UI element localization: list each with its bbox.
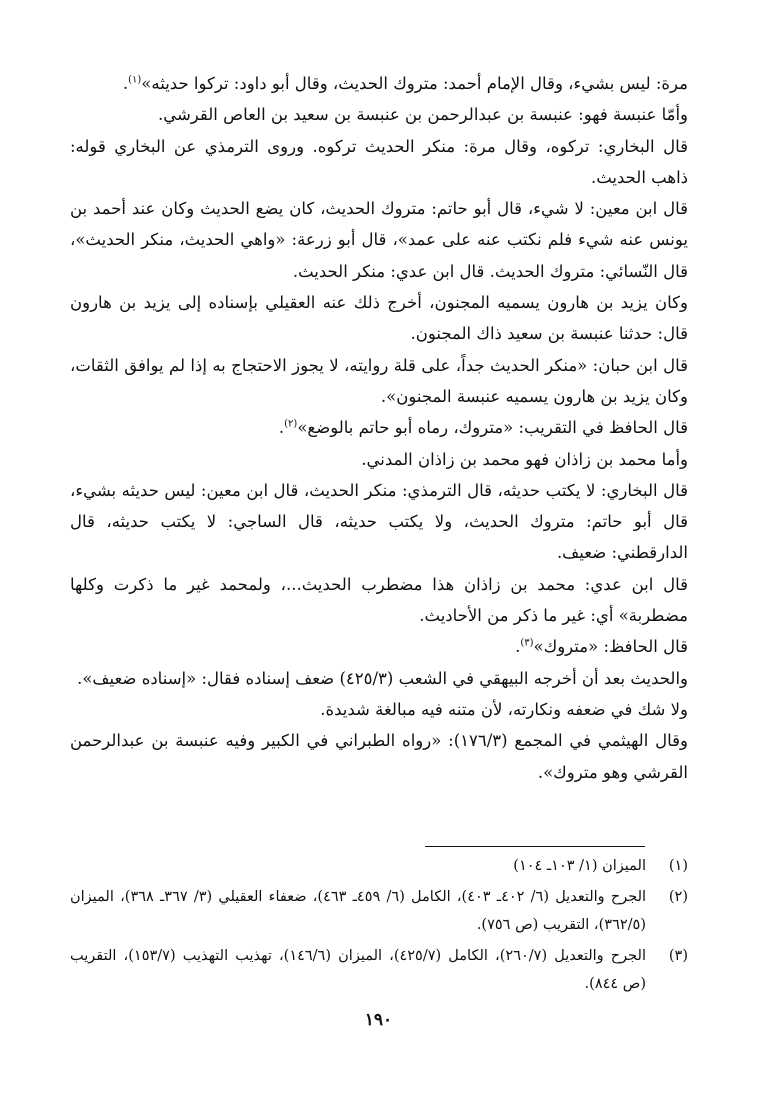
paragraph bbox=[70, 68, 688, 99]
footnote bbox=[70, 883, 688, 940]
paragraph: قال ابن عدي: محمد بن زاذان هذا مضطرب الحديث...، ولمحمد غير ما ذكرت وكلها مضطربة» أي: غير ما ذكر من الأحاديث. bbox=[70, 574, 688, 626]
footnote-number: (١) bbox=[668, 858, 688, 874]
paragraph: والحديث بعد أن أخرجه البيهقي في الشعب (٤٢٥/٣) ضعف إسناده فقال: «إسناده ضعيف». bbox=[77, 668, 688, 688]
paragraph-text: قال الحافظ: «متروك» bbox=[533, 637, 688, 657]
paragraph: ولا شك في ضعفه ونكارته، لأن متنه فيه مبالغة شديدة. bbox=[320, 699, 688, 719]
footnote-text: الجرح والتعديل (٦/ ٤٠٢ـ ٤٠٣)، الكامل (٦/ ٤٥٩ـ ٤٦٣)، ضعفاء العقيلي (٣/ ٣٦٧ـ ٣٦٨)، الميزان (٣٦٢/٥)، التقريب (ص ٧٥٦). bbox=[70, 888, 647, 933]
paragraph: قال ابن حبان: «منكر الحديث جداً، على قلة روايته، لا يجوز الاحتجاج به إذا لم يوافق الثقات، وكان يزيد بن هارون يسميه عنبسة المجنون». bbox=[70, 355, 688, 406]
period: . bbox=[515, 637, 521, 657]
footnote-number: (٣) bbox=[668, 947, 688, 964]
paragraph: وقال الهيثمي في المجمع (١٧٦/٣): «رواه الطبراني في الكبير وفيه عنبسة بن عبدالرحمن القرشي وهو متروك». bbox=[70, 731, 688, 782]
page-number: ١٩٠ bbox=[364, 1010, 393, 1030]
paragraph: قال البخاري: تركوه، وقال مرة: منكر الحديث تركوه. وروى الترمذي عن البخاري قوله: ذاهب الحديث. bbox=[70, 136, 688, 187]
footnote-text: الجرح والتعديل (٢٦٠/٧)، الكامل (٤٢٥/٧)، الميزان (١٤٦/٦)، تهذيب التهذيب (١٥٣/٧)، التقريب (ص ٨٤٤). bbox=[70, 947, 646, 992]
paragraph bbox=[70, 631, 688, 662]
paragraph-text: قال الحافظ في التقريب: «متروك، رماه أبو حاتم بالوضع» bbox=[297, 418, 688, 438]
paragraph: وأمّا عنبسة فهو: عنبسة بن عبدالرحمن بن عنبسة بن سعيد بن العاص القرشي. bbox=[157, 105, 688, 125]
paragraph: قال ابن معين: لا شيء، قال أبو حاتم: متروك الحديث، كان يضع الحديث وكان عند أحمد بن يونس عنه شيء فلم نكتب عنه على عمد»، قال أبو زرعة: «واهي الحديث، منكر الحديث»، قال النّسائي: متروك الحديث. قال ابن عدي: منكر الحديث. bbox=[70, 199, 688, 281]
period: . bbox=[122, 74, 129, 93]
paragraph-text: مرة: ليس بشيء، وقال الإمام أحمد: متروك الحديث، وقال أبو داود: تركوا حديثه» bbox=[141, 74, 688, 93]
footnote-number: (٢) bbox=[668, 888, 688, 905]
paragraph: وأما محمد بن زاذان فهو محمد بن زاذان المدني. bbox=[361, 449, 688, 469]
period: . bbox=[278, 418, 285, 438]
paragraph: قال البخاري: لا يكتب حديثه، قال الترمذي: منكر الحديث، قال ابن معين: ليس حديثه بشيء، قال أبو حاتم: متروك الحديث، ولا يكتب حديثه، قال الساجي: لا يكتب حديثه، قال الدارقطني: ضعيف. bbox=[70, 480, 688, 563]
footnote bbox=[70, 942, 688, 999]
footnote-marker: (١) bbox=[128, 74, 142, 86]
main-text bbox=[70, 68, 688, 788]
footnote-marker: (٣) bbox=[520, 637, 534, 649]
footnote-marker: (٢) bbox=[284, 418, 298, 430]
paragraph: وكان يزيد بن هارون يسميه المجنون، أخرج ذلك عنه العقيلي بإسناده إلى يزيد بن هارون قال: حدثنا عنبسة بن سعيد ذاك المجنون. bbox=[70, 293, 688, 344]
footnotes bbox=[70, 852, 688, 1001]
footnote-separator bbox=[425, 846, 645, 847]
footnote bbox=[70, 852, 688, 881]
paragraph bbox=[70, 412, 688, 443]
footnote-text: الميزان (١/ ١٠٣ـ ١٠٤) bbox=[513, 858, 646, 874]
